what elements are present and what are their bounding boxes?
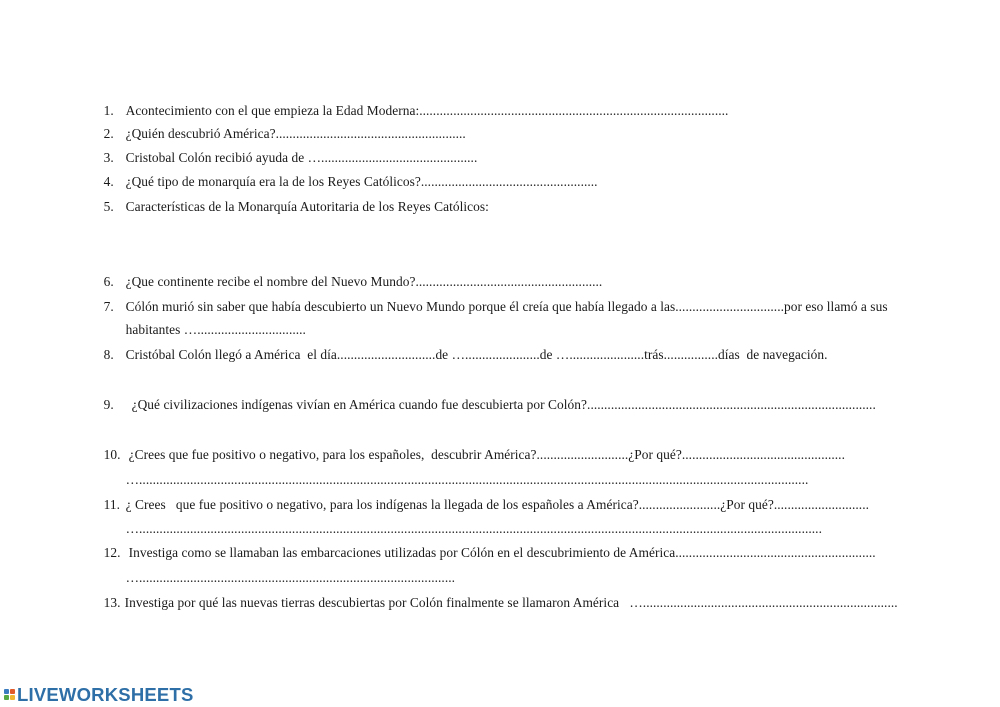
question-number: 5.	[103, 199, 114, 214]
liveworksheets-watermark	[4, 684, 194, 706]
question-text: Cristóbal Colón llegó a América el día.............................de …......................de …......................trás................días de navegación.	[125, 347, 828, 362]
question-number: 4.	[103, 174, 114, 189]
question-number: 2.	[103, 126, 114, 141]
question-text: ¿Quién descubrió América?........................................................	[125, 126, 466, 141]
liveworksheets-logo-icon	[4, 688, 16, 702]
question-text: Acontecimiento con el que empieza la Edad Moderna:...........................................................................................	[125, 103, 729, 118]
question-5	[90, 183, 489, 231]
question-text: Cristobal Colón recibió ayuda de …..............................................	[125, 150, 478, 165]
question-number: 1.	[103, 103, 114, 118]
question-text: ¿Que continente recibe el nombre del Nuevo Mundo?.......................................................	[125, 274, 603, 289]
question-number: 3.	[103, 150, 114, 165]
question-number: 12.	[103, 545, 121, 560]
question-number: 7.	[103, 299, 114, 314]
question-13	[90, 579, 898, 627]
watermark-text: LIVEWORKSHEETS	[17, 684, 194, 705]
question-continuation-text: habitantes …................................	[125, 322, 306, 337]
question-text: ¿Qué tipo de monarquía era la de los Reyes Católicos?....................................................	[125, 174, 598, 189]
question-number: 11.	[103, 497, 120, 512]
question-number: 13.	[103, 595, 121, 610]
question-text: Investiga por qué las nuevas tierras descubiertas por Colón finalmente se llamaron América …...........................................................................	[124, 595, 898, 610]
question-text: ¿ Crees que fue positivo o negativo, para los indígenas la llegada de los españoles a América?........................¿Por qué?............................	[125, 497, 869, 512]
question-text: ¿Crees que fue positivo o negativo, para los españoles, descubrir América?...........................¿Por qué?................................................	[128, 447, 845, 462]
question-9	[90, 381, 876, 429]
question-text: ¿Qué civilizaciones indígenas vivían en América cuando fue descubierta por Colón?.....................................................................................	[131, 397, 876, 412]
question-text: Características de la Monarquía Autoritaria de los Reyes Católicos:	[125, 199, 489, 214]
question-continuation-text: ….............................................................................................	[125, 570, 456, 585]
question-8	[90, 331, 828, 379]
question-text: Cólón murió sin saber que había descubierto un Nuevo Mundo porque él creía que había llegado a las................................por eso llamó a sus	[125, 299, 888, 314]
question-text: Investiga como se llamaban las embarcaciones utilizadas por Cólón en el descubrimiento de América...........................................................	[128, 545, 876, 560]
question-number: 9.	[103, 397, 114, 412]
question-continuation-text: ….....................................................................................................................................................................................................	[125, 472, 809, 487]
question-number: 6.	[103, 274, 114, 289]
question-continuation-text: ….........................................................................................................................................................................................................	[125, 521, 822, 536]
question-number: 10.	[103, 447, 121, 462]
question-number: 8.	[103, 347, 114, 362]
